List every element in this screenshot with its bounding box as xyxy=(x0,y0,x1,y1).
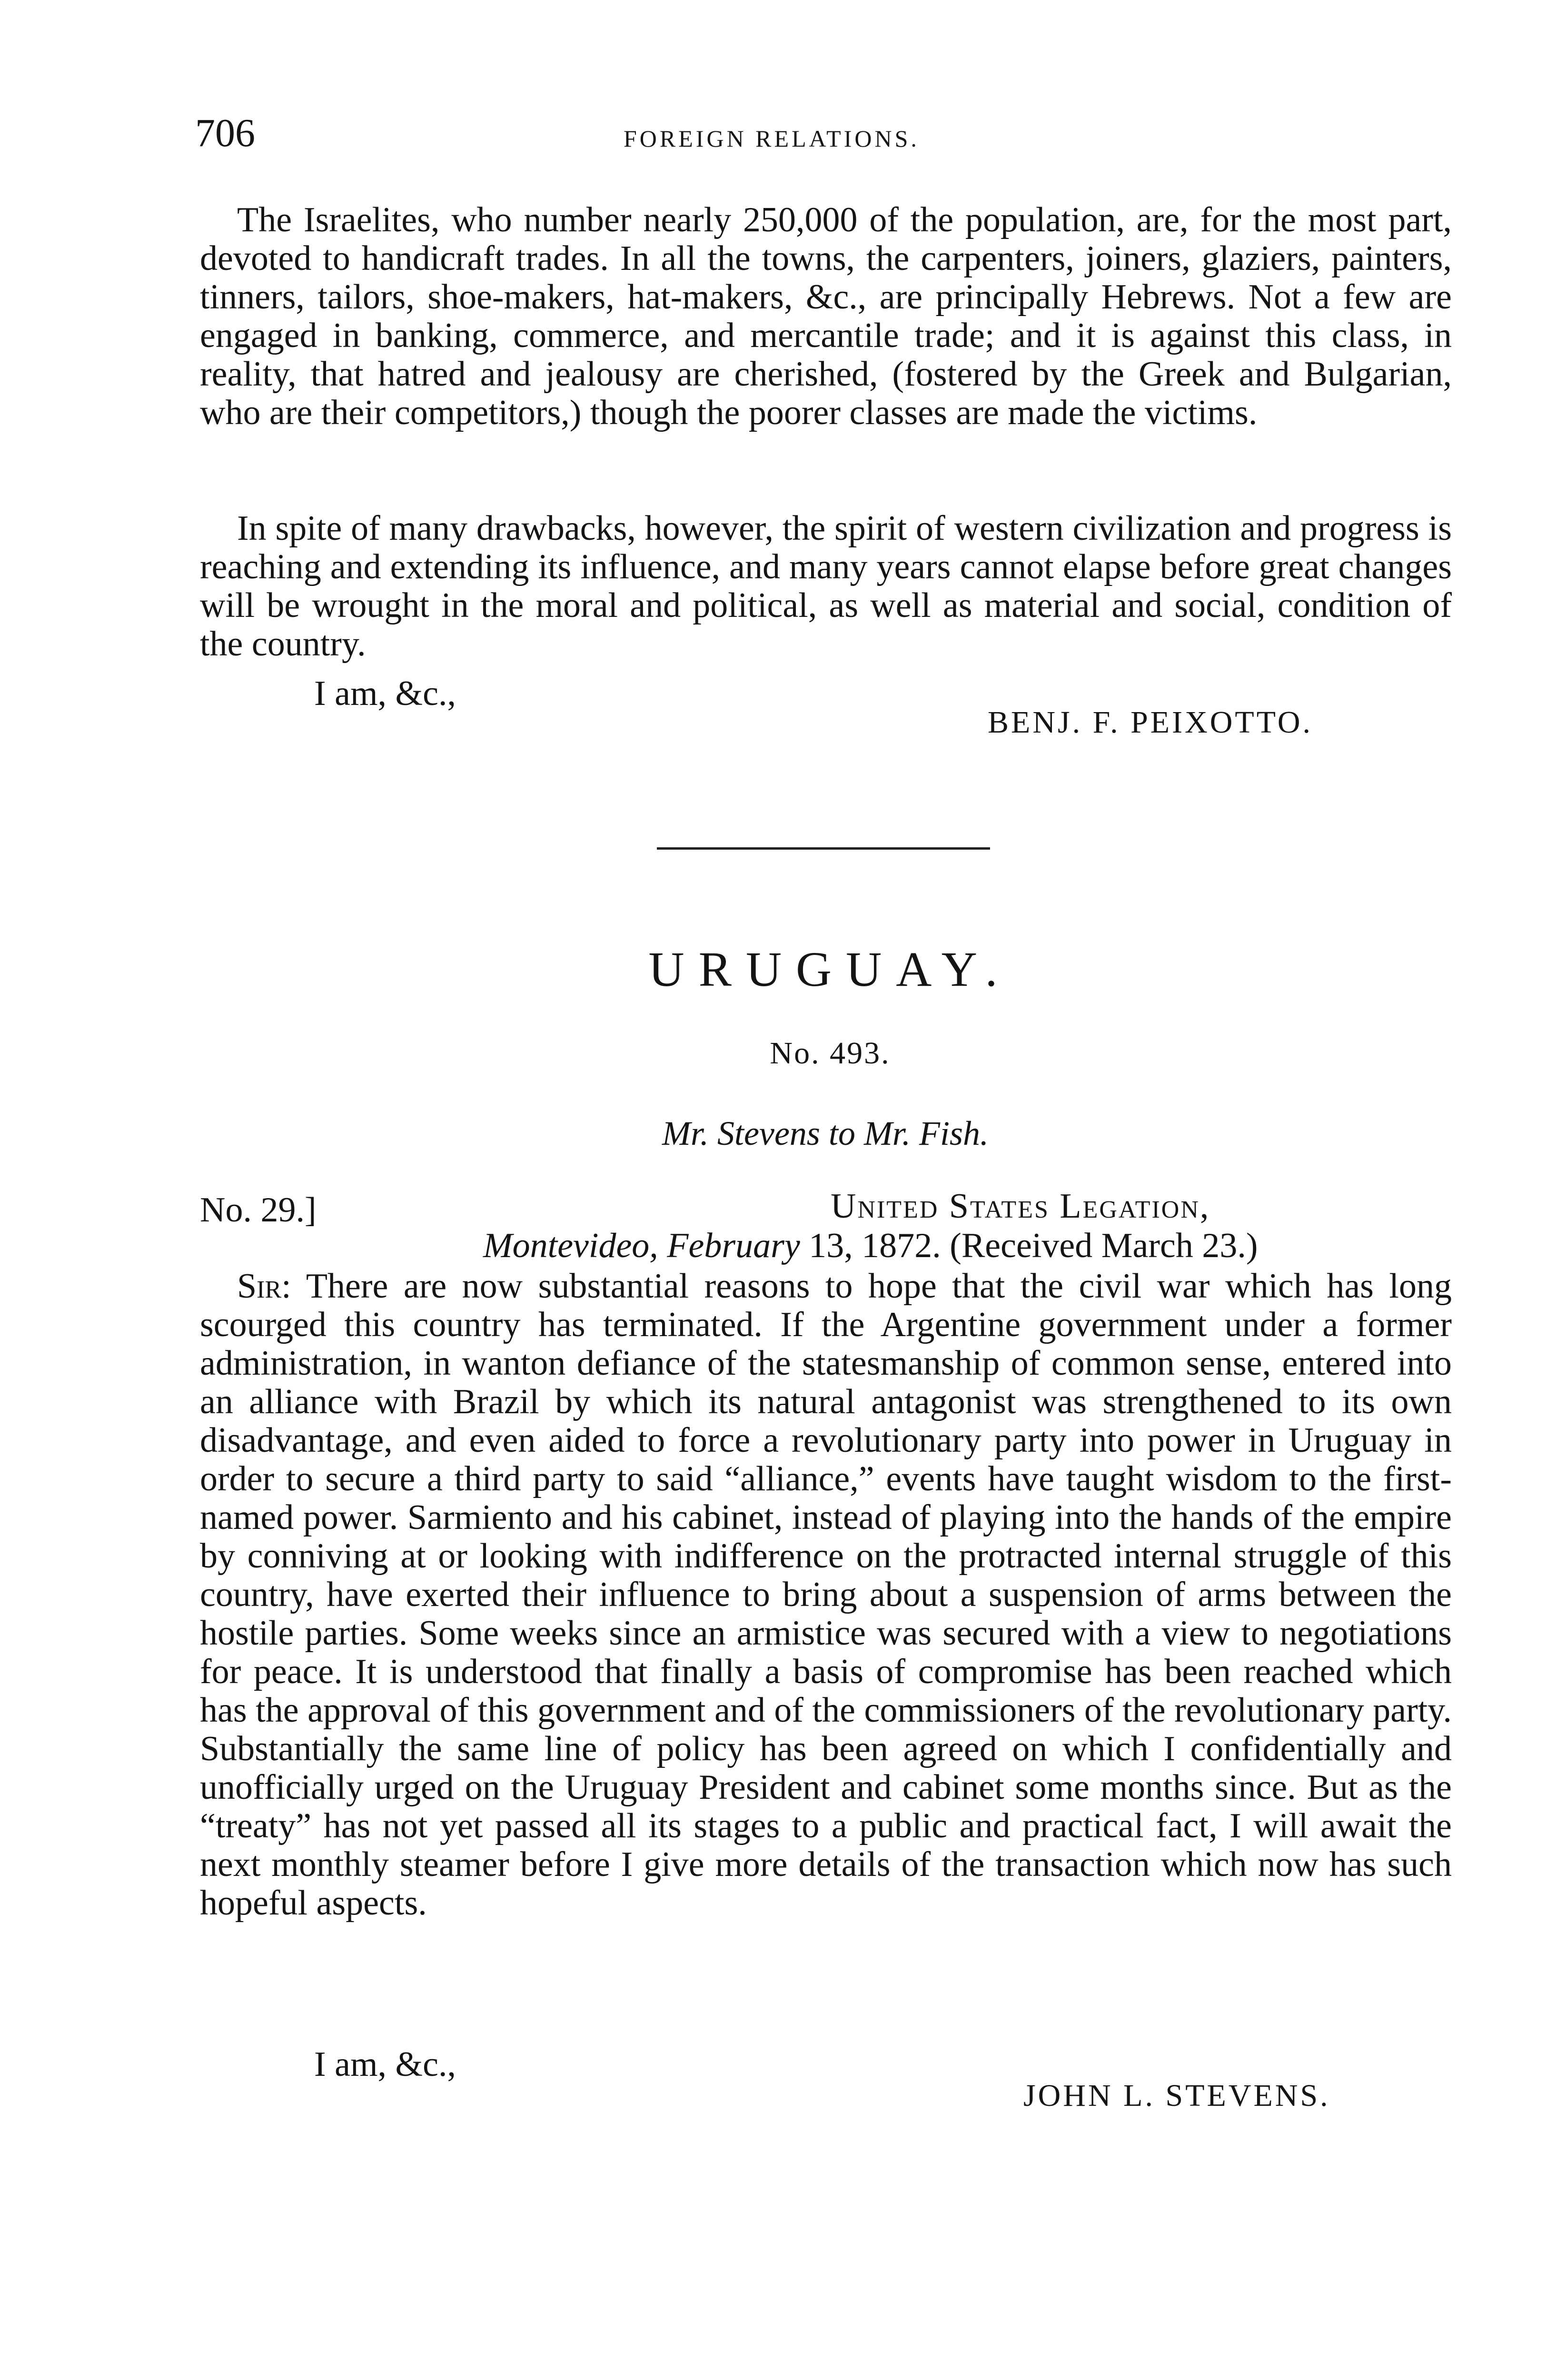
place-date-line xyxy=(483,1228,1258,1263)
running-head: FOREIGN RELATIONS. xyxy=(624,125,920,152)
dispatch-body xyxy=(200,1267,1452,1923)
dispatch-body-text: There are now substantial reasons to hope that the civil war which has long scourged this country has terminated. If the Argentine government under a former administration, in wanton defiance of the statesmanship of common sense, entered into an alliance with Brazil by which its natural antagonist was strengthened to its own disadvantage, and even aided to force a revolutionary party into power in Uruguay in order to secure a third party to said “alliance,” events have taught wisdom to the first-named power. Sarmiento and his cabinet, instead of playing into the hands of the empire by conniving at or looking with indifference on the protracted internal struggle of this country, have exerted their influence to bring about a suspension of arms between the hostile parties. Some weeks since an armistice was secured with a view to negotiations for peace. It is understood that finally a basis of compromise has been reached which has the approval of this government and of the commissioners of the revolutionary party. Substantially the same line of policy has been agreed on which I confidentially and unofficially urged on the Uruguay President and cabinet some months since. But as the “treaty” has not yet passed all its stages to a public and practical fact, I will await the next monthly steamer before I give more details of the transaction which now has such hopeful aspects. xyxy=(200,1267,1452,1923)
closing-dispatch: I am, &c., xyxy=(314,2045,456,2084)
legation-line: United States Legation, xyxy=(831,1187,1210,1226)
date-day-year: 13, 1872. xyxy=(809,1226,941,1265)
page-number: 706 xyxy=(195,111,255,155)
salutation: Sir: xyxy=(237,1267,291,1306)
signature-stevens: JOHN L. STEVENS. xyxy=(1023,2078,1330,2113)
dispatch-number: No. 29.] xyxy=(200,1190,317,1230)
received-note: (Received March 23.) xyxy=(950,1226,1258,1265)
section-title: URUGUAY. xyxy=(648,942,1012,997)
date-month: February xyxy=(667,1226,800,1265)
signature-peixotto: BENJ. F. PEIXOTTO. xyxy=(988,705,1313,740)
letter-heading: Mr. Stevens to Mr. Fish. xyxy=(662,1114,989,1152)
document-number: No. 493. xyxy=(770,1036,891,1071)
section-divider-rule xyxy=(657,847,990,850)
place: Montevideo, xyxy=(483,1226,658,1265)
closing-prior-letter: I am, &c., xyxy=(314,674,456,713)
paragraph-israelites: The Israelites, who number nearly 250,000 of the population, are, for the most part, devoted to handicraft trades. In all the towns, the carpenters, joiners, glaziers, painters, tinners, tailors, shoe-makers, hat-makers, &c., are principally Hebrews. Not a few are engaged in banking, commerce, and mercantile trade; and it is against this class, in reality, that hatred and jealousy are cherished, (fostered by the Greek and Bulgarian, who are their competitors,) though the poorer classes are made the victims. xyxy=(200,200,1452,432)
paragraph-western-civilization: In spite of many drawbacks, however, the spirit of western civilization and progress is reaching and extending its influence, and many years cannot elapse before great changes will be wrought in the moral and political, as well as material and social, condition of the country. xyxy=(200,509,1452,664)
